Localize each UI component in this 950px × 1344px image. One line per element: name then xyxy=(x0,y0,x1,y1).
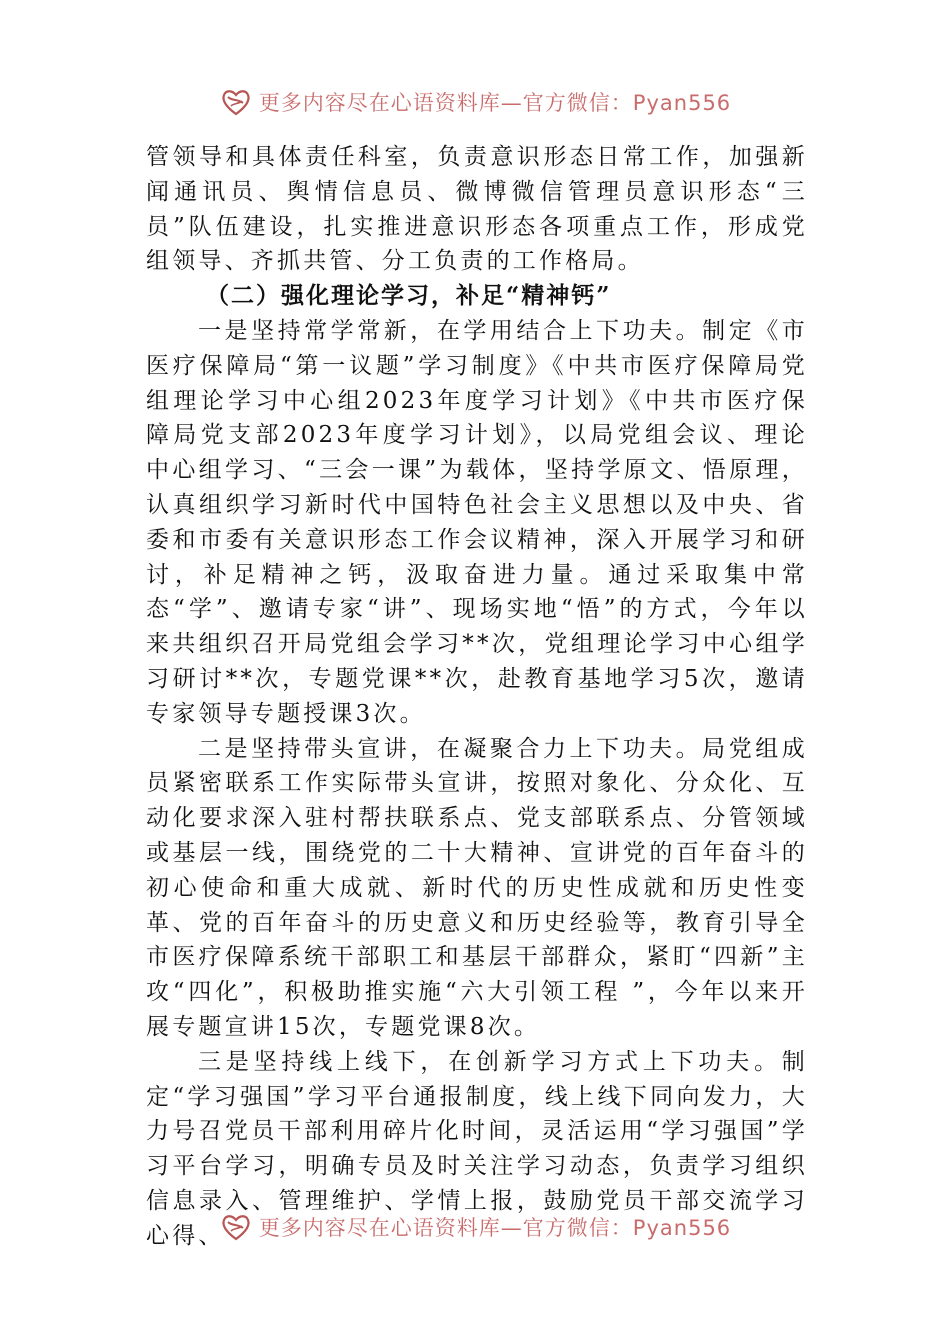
paragraph-continuation: 管领导和具体责任科室，负责意识形态日常工作，加强新闻通讯员、舆情信息员、微博微信管理员意识形态“三员”队伍建设，扎实推进意识形态各项重点工作，形成党组领导、齐抓共管、分工负责的工作格局。 xyxy=(146,144,808,275)
watermark-footer xyxy=(0,1205,950,1241)
stylized-heart-logo-icon xyxy=(219,85,253,119)
paragraph-lead-lecture: 二是坚持带头宣讲，在凝聚合力上下功夫。局党组成员紧密联系工作实际带头宣讲，按照对象化、分众化、互动化要求深入驻村帮扶联系点、党支部联系点、分管领域或基层一线，围绕党的二十大精神、宣讲党的百年奋斗的初心使命和重大成就、新时代的历史性成就和历史性变革、党的百年奋斗的历史意义和历史经验等，教育引导全市医疗保障系统干部职工和基层干部群众，紧盯“四新”主攻“四化”，积极助推实施“六大引领工程 ”，今年以来开展专题宣讲15次，专题党课8次。 xyxy=(146,735,808,1040)
stylized-heart-logo-icon xyxy=(219,1210,253,1241)
document-body xyxy=(146,140,808,1254)
watermark-header xyxy=(0,82,950,122)
watermark-text: 更多内容尽在心语资料库—官方微信：Pyan556 xyxy=(258,91,732,115)
section-heading: （二）强化理论学习，补足“精神钙” xyxy=(206,282,612,310)
paragraph-study-routine: 一是坚持常学常新，在学用结合上下功夫。制定《市医疗保障局“第一议题”学习制度》《中共市医疗保障局党组理论学习中心组2023年度学习计划》《中共市医疗保障局党支部2023年度学习计划》，以局党组会议、理论中心组学习、“三会一课”为载体，坚持学原文、悟原理，认真组织学习新时代中国特色社会主义思想以及中央、省委和市委有关意识形态工作会议精神，深入开展学习和研讨，补足精神之钙，汲取奋进力量。通过采取集中常态“学”、邀请专家“讲”、现场实地“悟”的方式，今年以来共组织召开局党组会学习**次，党组理论学习中心组学习研讨**次，专题党课**次，赴教育基地学习5次，邀请专家领导专题授课3次。 xyxy=(146,317,808,727)
watermark-text: 更多内容尽在心语资料库—官方微信：Pyan556 xyxy=(258,1216,732,1240)
paragraph-online-offline: 三是坚持线上线下，在创新学习方式上下功夫。制定“学习强国”学习平台通报制度，线上线下同向发力，大力号召党员干部利用碎片化时间，灵活运用“学习强国”学习平台学习，明确专员及时关注学习动态，负责学习组织信息录入、管理维护、学情上报，鼓励党员干部交流学习心得、 xyxy=(146,1048,808,1249)
